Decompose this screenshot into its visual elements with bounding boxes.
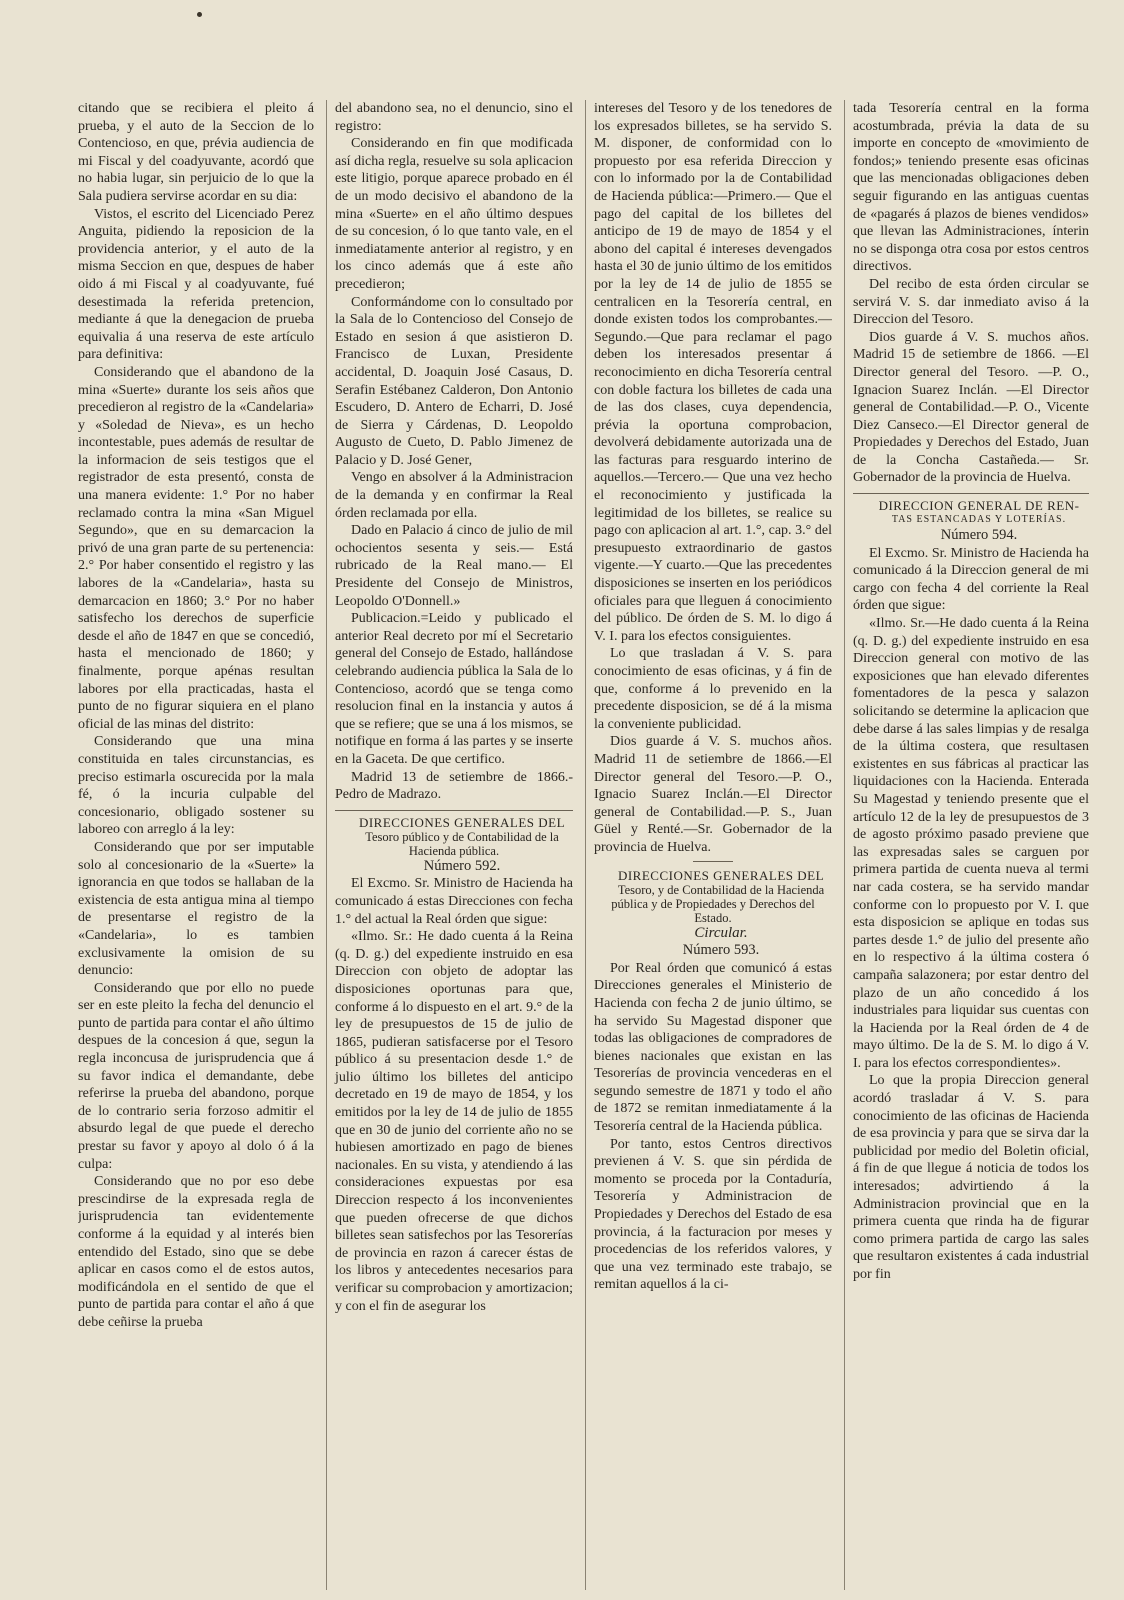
paragraph: Vengo en absolver á la Administracion de la demanda y en confirmar la Real órden reclamada por ella. bbox=[335, 470, 573, 521]
paragraph: Considerando que por ser imputable solo al concesionario de la «Suerte» la ignorancia en que todos se hallaban de la existencia de esta antigua mina al tiempo de presentarse el registro de la «Candelaria», lo es tambien exclusivamente la omision de su denuncio: bbox=[78, 839, 314, 979]
section-subheading: TAS ESTANCADAS Y LOTERÍAS. bbox=[891, 514, 1067, 526]
paragraph: tada Tesorería central en la forma acostumbrada, prévia la data de su importe en concepto de «movimiento de fondos;» teniendo presente esas oficinas que las mencionadas obligaciones deben seguir figurando en las antiguas cuentas de «pagarés á plazos de bienes vendidos» que llevan las Administraciones, ínterin no se disponga otra cosa por estos centros directivos. bbox=[853, 101, 1089, 275]
section-heading: DIRECCION GENERAL DE REN- bbox=[878, 498, 1080, 514]
short-divider bbox=[693, 861, 733, 862]
text-columns bbox=[78, 100, 1104, 1590]
document-number: Número 593. bbox=[682, 942, 760, 959]
section-heading: DIRECCIONES GENERALES DEL bbox=[358, 814, 566, 830]
paragraph: Considerando que el abandono de la mina «Suerte» durante los seis años que precedieron al registro de la «Candelaria» y «Soledad de Nieva», es un hecho incontestable, pues además de resultar de la informacion de seis testigos que el registrador de esta presentó, consta de una manera evidente: 1.° Por no haber reclamado contra la mina «San Miguel Segundo», que en su demarcacion la privó de una gran parte de su pertenencia: 2.° Por haber consentido el registro y las labores de la «Candelaria», hasta su demarcacion en 1860; 3.° Por no haber satisfecho los derechos de superficie desde el año de 1847 en que se concedió, hasta el mencionado de 1860; y finalmente, porque apénas resultan labores por ella practicadas, hasta el punto de no figurar siquiera en el plano oficial de las minas del distrito: bbox=[78, 364, 314, 732]
column-2 bbox=[326, 100, 573, 1590]
paragraph: Dado en Palacio á cinco de julio de mil ochocientos sesenta y seis.— Está rubricado de la Real mano.— El Presidente del Consejo de Ministros, Leopoldo O'Donnell.» bbox=[335, 523, 573, 609]
paragraph: El Excmo. Sr. Ministro de Hacienda ha comunicado á estas Direcciones con fecha 1.° del actual la Real órden que sigue: bbox=[335, 876, 573, 927]
column-4 bbox=[844, 100, 1089, 1590]
document-number: Número 594. bbox=[940, 527, 1018, 544]
paragraph: del abandono sea, no el denuncio, sino el registro: bbox=[335, 101, 573, 134]
paragraph: Por Real órden que comunicó á estas Direcciones generales el Ministerio de Hacienda con fecha 2 de junio último, se ha servido Su Magestad disponer que todas las obligaciones de compradores de bienes nacionales que existan en las Tesorerías de provincia vencederas en el segundo semestre de 1871 y todo el año de 1872 se remitan inmediatamente á la Tesorería central de la Hacienda pública. bbox=[594, 960, 832, 1135]
paragraph: Por tanto, estos Centros directivos previenen á V. S. que sin pérdida de momento se proceda por la Contaduría, Tesorería y Administracion de Propiedades y Derechos del Estado de esa provincia, á la facturacion por meses y procedencias de los referidos valores, y que una vez terminado este trabajo, se remitan aquellos á la ci- bbox=[594, 1136, 832, 1293]
paragraph: Del recibo de esta órden circular se servirá V. S. dar inmediato aviso á la Direccion del Tesoro. bbox=[853, 276, 1089, 328]
paragraph: Madrid 13 de setiembre de 1866.- Pedro de Madrazo. bbox=[335, 769, 573, 803]
column-1 bbox=[78, 100, 314, 1590]
column-3 bbox=[585, 100, 832, 1590]
circular-label: Circular. bbox=[694, 924, 748, 941]
paragraph: citando que se recibiera el pleito á prueba, y el auto de la Seccion de lo Contencioso, en que, prévia audiencia de mi Fiscal y del coadyuvante, acordó que no habia lugar, sin perjuicio de lo que la Sala pudiera servirse acordar en su dia: bbox=[78, 101, 314, 204]
paragraph: Lo que trasladan á V. S. para conocimiento de esas oficinas, y á fin de que, conforme á lo prevenido en la precedente disposicion, se dé á la misma la conveniente publicidad. bbox=[594, 646, 832, 732]
paragraph: «Ilmo. Sr.: He dado cuenta á la Reina (q. D. g.) del expediente instruido en esa Direccion con objeto de adoptar las disposiciones oportunas para que, conforme á lo dispuesto en el art. 9.° de la ley de presupuestos de 15 de julio de 1865, pudieran satisfacerse por el Tesoro público á su presentacion desde 1.° de julio último los billetes del anticipo decretado en 19 de mayo de 1854, y los emitidos por la ley de 14 de julio de 1855 que en 30 de junio del corriente año no se hubiesen amortizado en pago de bienes nacionales. En su vista, y atendiendo á las consideraciones expuestas por esa Direccion respecto á los inconvenientes que pueden ofrecerse de que dichos billetes sean satisfechos por las Tesorerías de provincia en razon á carecer éstas de los libros y antecedentes necesarios para verificar su comprobacion y amortizacion; y con el fin de asegurar los bbox=[335, 929, 573, 1314]
section-heading: DIRECCIONES GENERALES DEL bbox=[617, 867, 825, 883]
section-divider bbox=[853, 493, 1089, 494]
paragraph: Vistos, el escrito del Licenciado Perez Anguita, pidiendo la reposicion de la providencia anterior, y el auto de la misma Seccion en que, despues de haber oido á mi Fiscal y al coadyuvante, fué desestimada la referida pretencion, mediante á que la denegacion de prueba equivalia á una reserva de este artículo para definitiva: bbox=[78, 206, 314, 363]
ink-dot bbox=[197, 12, 202, 17]
section-divider bbox=[335, 810, 573, 811]
paragraph: Considerando en fin que modificada así dicha regla, resuelve su sola aplicacion este litigio, porque aparece probado en él de un modo decisivo el abandono de la mina «Suerte» en el año último despues de su concesion, ó lo que tanto vale, en el inmediatamente anterior al registro, y en los cinco además que á este año precedieron; bbox=[335, 136, 573, 292]
paragraph: Dios guarde á V. S. muchos años. Madrid 15 de setiembre de 1866. —El Director general del Tesoro. —P. O., Ignacion Suarez Inclán. —El Director general de Contabilidad.—P. O., Vicente Diez Canseco.—El Director general de Propiedades y Derechos del Estado, Juan de la Concha Castañeda.— Sr. Gobernador de la provincia de Huelva. bbox=[853, 329, 1089, 486]
paragraph: Lo que la propia Direccion general acordó trasladar á V. S. para conocimiento de las oficinas de Hacienda de esa provincia y para que se sirva dar la publicidad por medio del Boletin oficial, á fin de que llegue á noticia de todos los interesados; advirtiendo á la Administracion provincial que en la primera cuenta que rinda ha de figurar como primera partida de cargo las sales que resultaron existentes á cada industrial por fin bbox=[853, 1073, 1089, 1282]
paragraph: Conformándome con lo consultado por la Sala de lo Contencioso del Consejo de Estado en sesion á que asistieron D. Francisco de Luxan, Presidente accidental, D. Joaquin José Casaus, D. Serafin Estébanez Calderon, Don Antonio Escudero, D. Antero de Echarri, D. José de Sierra y Cárdenas, D. Leopoldo Augusto de Cueto, D. Pablo Jimenez de Palacio y D. José Gener, bbox=[335, 294, 573, 468]
paragraph: «Ilmo. Sr.—He dado cuenta á la Reina (q. D. g.) del expediente instruido en esa Direccion general con motivo de las exposiciones que han elevado diferentes fomentadores de la pesca y salazon solicitando se determine la aplicacion que debe darse á las sales limpias y de resalga de la última costera, que resultasen existentes en sus fábricas al practicar las liquidaciones con la Hacienda. Enterada Su Magestad y teniendo presente que el artículo 12 de la ley de presupuestos de 3 de agosto próximo pasado previene que las expresadas sales se carguen por primera partida de cuenta nueva al termi nar cada costera, se ha servido mandar conforme con lo propuesto por V. I. que esta disposicion se aplique en todas sus partes desde 1.° de julio del presente año en lo respectivo á la última costera ó campaña salazonera; por estar dentro del plazo de un año concedido á los industriales para liquidar sus cuentas con la Hacienda por la Real órden de 4 de mayo último. De la de S. M. lo digo á V. I. para los efectos correspondientes». bbox=[853, 616, 1089, 1071]
section-subheading: Tesoro, y de Contabilidad de la Hacienda pública y de Propiedades y Derechos del Estado. bbox=[611, 882, 825, 925]
paragraph: intereses del Tesoro y de los tenedores de los expresados billetes, se ha servido S. M. disponer, de conformidad con lo propuesto por esa referida Direccion y con lo informado por la de Contabilidad de Hacienda pública:—Primero.— Que el pago del capital de los billetes del anticipo de 19 de mayo de 1854 y el abono del capital é intereses devengados hasta el 30 de junio último de los emitidos por la ley de 14 de julio de 1855 se centralicen en la Tesorería central, en donde existen todos los comprobantes.—Segundo.—Que para reclamar el pago deben los interesados presentar á reconocimiento en dicha Tesorería central con doble factura los billetes de cada una de las dos clases, cuya dependencia, prévia la oportuna comprobacion, devolverá debidamente autorizada una de las facturas para resguardo interino de aquellos.—Tercero.— Que una vez hecho el reconocimiento y justificada la legitimidad de los billetes, se realice su pago con aplicacion al art. 1.°, cap. 3.° del presupuesto extraordinario de gastos vigente.—Y cuarto.—Que las precedentes disposiciones se inserten en los periódicos oficiales para que lleguen á conocimiento del público. De órden de S. M. lo digo á V. I. para los efectos consiguientes. bbox=[594, 101, 832, 644]
paragraph: Dios guarde á V. S. muchos años. Madrid 11 de setiembre de 1866.—El Director general del Tesoro.—P. O., Ignacio Suarez Inclán.—El Director general de Contabilidad.—P. S., Juan Güel y Renté.—Sr. Gobernador de la provincia de Huelva. bbox=[594, 734, 832, 855]
paragraph: El Excmo. Sr. Ministro de Hacienda ha comunicado á la Direccion general de mi cargo con fecha 4 del corriente la Real órden que sigue: bbox=[853, 545, 1089, 614]
paragraph: Publicacion.=Leido y publicado el anterior Real decreto por mí el Secretario general del Consejo de Estado, hallándose celebrando audiencia pública la Sala de lo Contencioso, acordó que se tenga como resolucion final en la instancia y autos á que se refiere; que se una á los mismos, se notifique en forma á las partes y se inserte en la Gaceta. De que certifico. bbox=[335, 611, 573, 767]
paragraph: Considerando que una mina constituida en tales circunstancias, es preciso estimarla oscurecida por la mala fé, ó la incuria culpable del concesionario, obligado sostener su laboreo con arreglo á la ley: bbox=[78, 734, 314, 838]
document-number: Número 592. bbox=[423, 857, 501, 874]
paragraph: Considerando que no por eso debe prescindirse de la expresada regla de jurisprudencia tan evidentemente conforme á la equidad y al interés bien entendido del Estado, sino que se debe aplicar en casos como el de estos autos, modificándola en el sentido de que el punto de partida para contar el año á que debe ceñirse la prueba bbox=[78, 1174, 314, 1330]
section-subheading: Tesoro público y de Contabilidad de la Hacienda pública. bbox=[365, 829, 559, 858]
paragraph: Considerando que por ello no puede ser en este pleito la fecha del denuncio el punto de partida para contar el año último despues de la concesion á que, segun la regla inconcusa de jurisprudencia que á su favor indica el demandante, debe referirse la prueba del abandono, porque de lo contrario seria forzoso admitir el absurdo legal de que puede el derecho prestar su favor y apoyo al dolo ó á la culpa: bbox=[78, 980, 314, 1172]
